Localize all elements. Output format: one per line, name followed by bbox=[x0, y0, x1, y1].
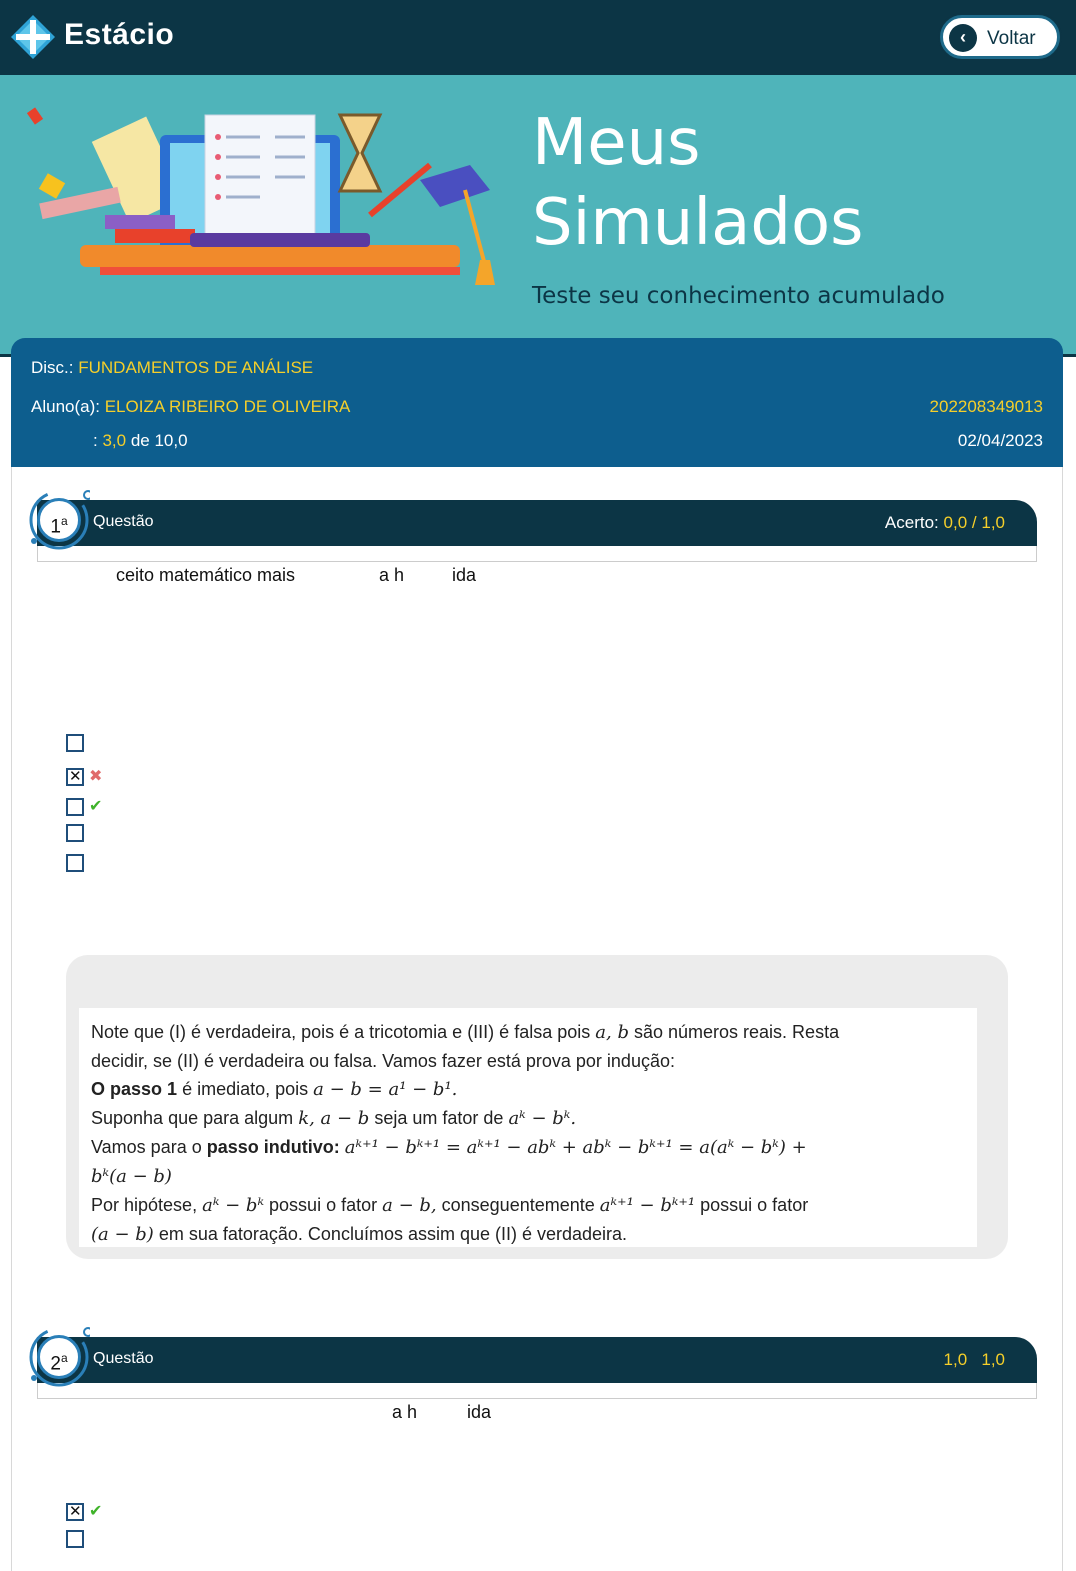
grade-row bbox=[93, 431, 188, 451]
math-expression: a − b = a¹ − b¹. bbox=[313, 1079, 458, 1100]
discipline-row bbox=[31, 358, 313, 378]
student-id: 202208349013 bbox=[929, 397, 1043, 416]
option-checkbox[interactable] bbox=[66, 798, 84, 816]
exam-info-panel bbox=[11, 338, 1063, 467]
question-1-frame bbox=[37, 546, 1037, 562]
explanation-line: são números reais. Resta bbox=[633, 1022, 840, 1042]
option-checkbox[interactable] bbox=[66, 854, 84, 872]
option-checkbox-checked[interactable] bbox=[66, 1503, 84, 1521]
explanation-box bbox=[66, 955, 1008, 1259]
back-button-label: Voltar bbox=[987, 28, 1036, 49]
explanation-line: decidir, se (II) é verdadeira ou falsa. Vamos fazer está prova por indução: bbox=[91, 1051, 675, 1071]
math-expression: aᵏ − bᵏ. bbox=[508, 1108, 577, 1129]
option-checkbox[interactable] bbox=[66, 734, 84, 752]
question-2-score bbox=[944, 1350, 1005, 1370]
chevron-left-icon: ‹ bbox=[949, 24, 977, 52]
student-name: ELOIZA RIBEIRO DE OLIVEIRA bbox=[104, 397, 351, 416]
discipline-value: FUNDAMENTOS DE ANÁLISE bbox=[78, 358, 314, 377]
question-1-text-c: ida bbox=[452, 565, 477, 585]
explanation-line: seja um fator de bbox=[374, 1108, 504, 1128]
correct-answer-icon: ✔ bbox=[89, 798, 103, 815]
explanation-line: em sua fatoração. Concluímos assim que (II) é verdadeira. bbox=[158, 1224, 628, 1244]
question-1-number: 1 bbox=[50, 516, 61, 538]
exam-date: 02/04/2023 bbox=[957, 431, 1043, 450]
banner-subtitle: Teste seu conhecimento acumulado bbox=[532, 283, 945, 309]
explanation-line: Por hipótese, bbox=[91, 1195, 198, 1215]
math-expression: aᵏ⁺¹ − bᵏ⁺¹ = aᵏ⁺¹ − abᵏ + abᵏ − bᵏ⁺¹ = a(aᵏ − bᵏ) + bbox=[344, 1137, 807, 1158]
student-row bbox=[31, 397, 350, 417]
question-2-text-b: ida bbox=[467, 1402, 492, 1422]
hero-banner bbox=[0, 75, 1076, 357]
score-separator: / bbox=[971, 513, 977, 532]
score-max: 1,0 bbox=[981, 513, 1005, 532]
score-value: 1,0 bbox=[943, 1350, 968, 1369]
question-2-number-badge bbox=[28, 1326, 90, 1388]
explanation-line: Note que (I) é verdadeira, pois é a tricotomia e (III) é falsa pois bbox=[91, 1022, 591, 1042]
question-2-text-a: a h bbox=[392, 1402, 418, 1422]
math-expression: aᵏ⁺¹ − bᵏ⁺¹ bbox=[599, 1195, 696, 1216]
study-illustration-icon bbox=[20, 95, 500, 315]
question-2-label: Questão bbox=[93, 1350, 154, 1367]
question-1-number-badge bbox=[28, 489, 90, 551]
explanation-line: Vamos para o bbox=[91, 1137, 202, 1157]
back-button[interactable] bbox=[940, 15, 1060, 59]
score-value: 0,0 bbox=[943, 513, 968, 532]
explanation-line: possui o fator bbox=[700, 1195, 809, 1215]
question-1-score bbox=[885, 513, 1005, 533]
explanation-bold: passo indutivo: bbox=[206, 1137, 340, 1157]
discipline-label: Disc.: bbox=[31, 358, 74, 377]
math-expression: a − b, bbox=[382, 1195, 437, 1216]
math-expression: bᵏ(a − b) bbox=[91, 1166, 172, 1187]
question-1-header bbox=[37, 500, 1037, 546]
top-bar bbox=[0, 0, 1076, 75]
option-checkbox-checked[interactable] bbox=[66, 768, 84, 786]
question-2-frame bbox=[37, 1383, 1037, 1399]
score-max: 1,0 bbox=[981, 1350, 1005, 1369]
question-1-text-a: ceito matemático mais bbox=[116, 565, 296, 585]
explanation-line: é imediato, pois bbox=[182, 1079, 309, 1099]
math-expression: k, a − b bbox=[298, 1108, 370, 1129]
question-2-number: 2 bbox=[50, 1353, 61, 1375]
question-1-ordinal: a bbox=[60, 514, 68, 528]
banner-title bbox=[532, 103, 863, 263]
score-label: Acerto: bbox=[884, 513, 939, 532]
explanation-line: conseguentemente bbox=[441, 1195, 595, 1215]
grade-prefix: : bbox=[93, 431, 98, 450]
explanation-line: possui o fator bbox=[269, 1195, 378, 1215]
question-1-label: Questão bbox=[93, 513, 154, 530]
brand-name: Estácio bbox=[64, 18, 175, 51]
math-expression: (a − b) bbox=[91, 1224, 154, 1245]
explanation-line: Suponha que para algum bbox=[91, 1108, 294, 1128]
explanation-text bbox=[79, 1008, 977, 1247]
math-expression: a, b bbox=[595, 1022, 629, 1043]
question-2-header bbox=[37, 1337, 1037, 1383]
wrong-answer-icon: ✖ bbox=[89, 768, 103, 785]
grade-value: 3,0 bbox=[102, 431, 127, 450]
banner-title-line2: Simulados bbox=[532, 186, 864, 260]
math-expression: aᵏ − bᵏ bbox=[202, 1195, 265, 1216]
explanation-bold: O passo 1 bbox=[91, 1079, 178, 1099]
estacio-logo-icon bbox=[10, 14, 56, 60]
grade-suffix: de 10,0 bbox=[130, 431, 188, 450]
student-label: Aluno(a): bbox=[31, 397, 100, 416]
option-checkbox[interactable] bbox=[66, 1530, 84, 1548]
question-1-text-b: a h bbox=[379, 565, 405, 585]
option-checkbox[interactable] bbox=[66, 824, 84, 842]
banner-title-line1: Meus bbox=[532, 106, 701, 180]
correct-answer-icon: ✔ bbox=[89, 1503, 103, 1520]
question-2-ordinal: a bbox=[60, 1351, 68, 1365]
